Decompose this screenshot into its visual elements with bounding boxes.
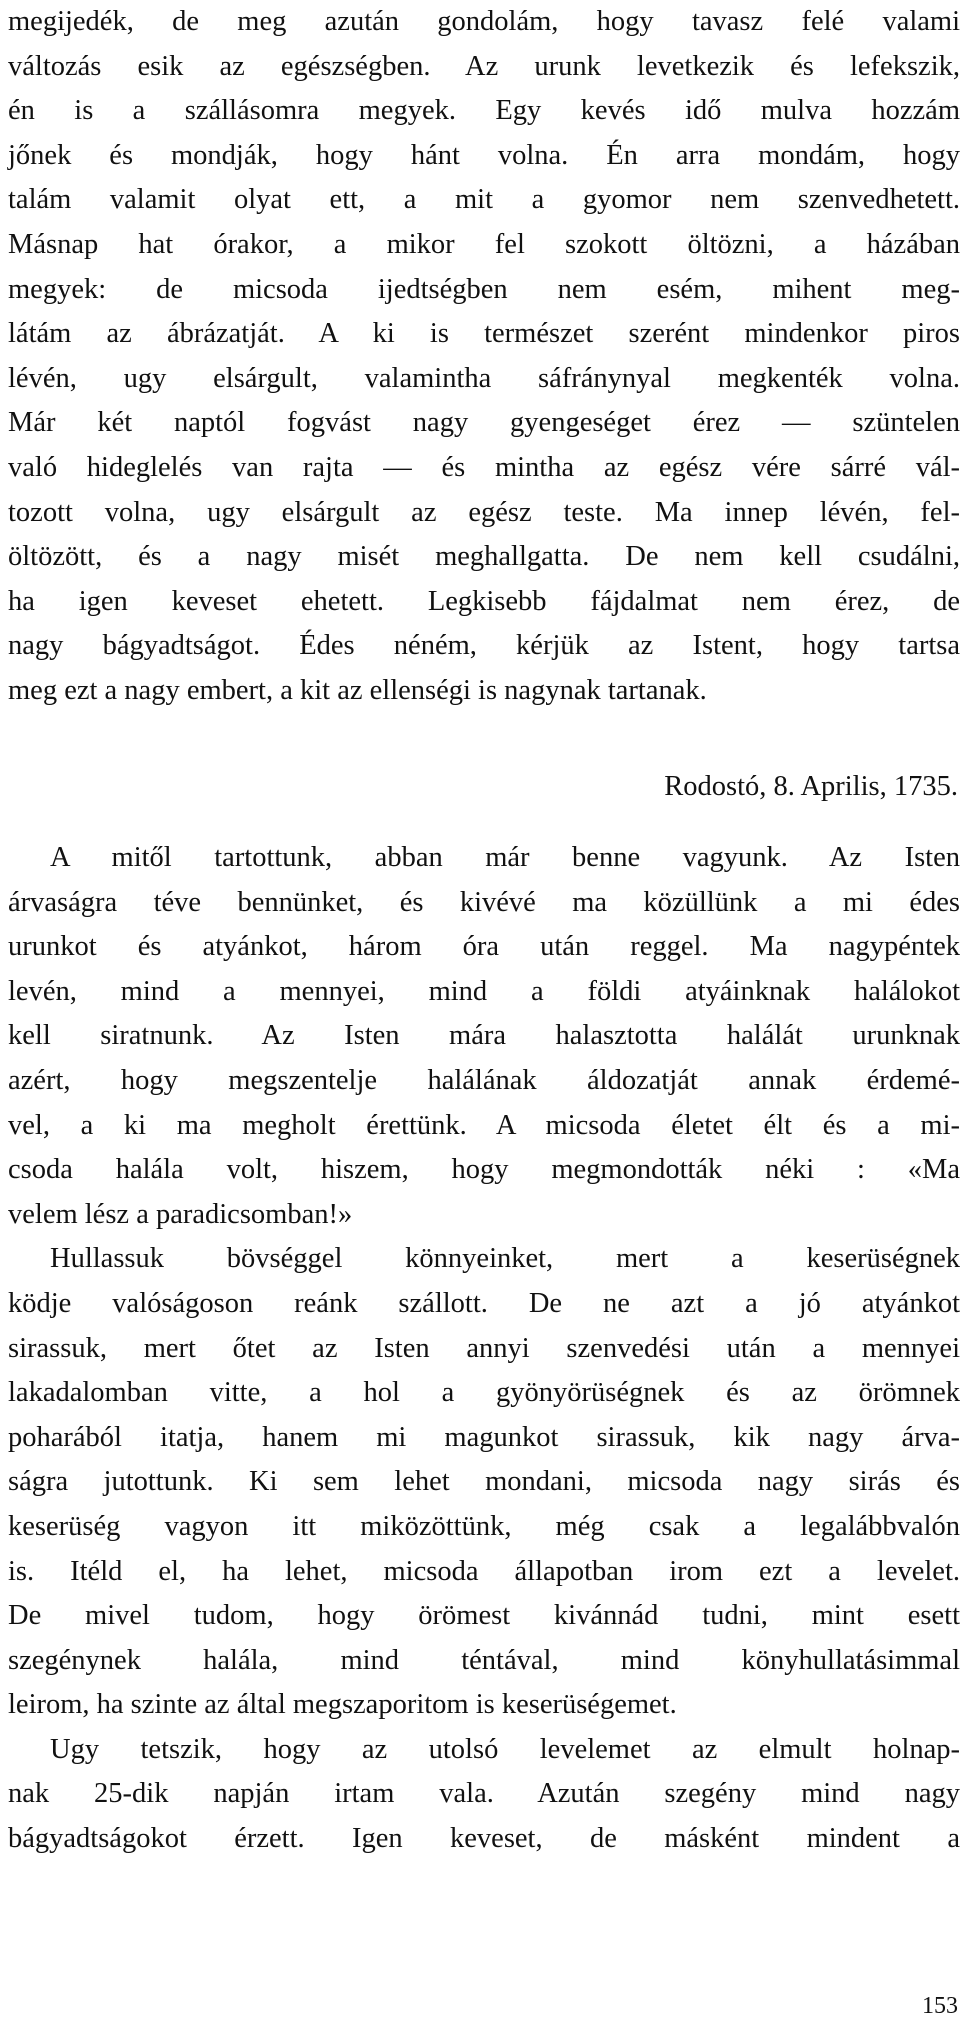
- text-line: látám az ábrázatját. A ki is természet szerént mindenkor piros: [8, 318, 960, 350]
- text-line: poharából itatja, hanem mi magunkot sirassuk, kik nagy árva-: [8, 1421, 960, 1453]
- text-line: lévén, ugy elsárgult, valamintha sáfránynyal megkenték volna.: [8, 362, 960, 394]
- text-line: keserüség vagyon itt miközöttünk, még csak a legalábbvalón: [8, 1510, 960, 1542]
- text-line: nak 25-dik napján irtam vala. Azután szegény mind nagy: [8, 1778, 960, 1810]
- text-line: talám valamit olyat ett, a mit a gyomor nem szenvedhetett.: [8, 184, 960, 216]
- text-line: öltözött, és a nagy misét meghallgatta. De nem kell csudálni,: [8, 541, 960, 573]
- text-line: kell siratnunk. Az Isten mára halasztotta halálát urunknak: [8, 1020, 960, 1052]
- text-line: meg ezt a nagy embert, a kit az ellenségi is nagynak tartanak.: [8, 674, 707, 706]
- text-line: szegénynek halála, mind téntával, mind könyhullatásimmal: [8, 1644, 960, 1676]
- text-line: A mitől tartottunk, abban már benne vagyunk. Az Isten: [50, 842, 960, 873]
- text-line: tozott volna, ugy elsárgult az egész teste. Ma innep lévén, fel-: [8, 496, 960, 528]
- text-line: én is a szállásomra megyek. Egy kevés idő mulva hozzám: [8, 95, 960, 127]
- text-line: lakadalomban vitte, a hol a gyönyörüségnek és az örömnek: [8, 1377, 960, 1409]
- text-line: ködje valóságoson reánk szállott. De ne azt a jó atyánkot: [8, 1287, 960, 1319]
- text-line: ha igen keveset ehetett. Legkisebb fájdalmat nem érez, de: [8, 585, 960, 617]
- text-line: Ugy tetszik, hogy az utolsó levelemet az elmult holnap-: [50, 1733, 960, 1765]
- text-line: Hullassuk bövséggel könnyeinket, mert a keserüségnek: [50, 1243, 960, 1275]
- text-line: vel, a ki ma megholt érettünk. A micsoda életet élt és a mi-: [8, 1109, 960, 1141]
- text-line: is. Itéld el, ha lehet, micsoda állapotban irom ezt a levelet.: [8, 1555, 960, 1587]
- text-line: csoda halála volt, hiszem, hogy megmondották néki : «Ma: [8, 1154, 960, 1186]
- text-line: megijedék, de meg azután gondolám, hogy tavasz felé valami: [8, 6, 960, 37]
- text-line: ságra jutottunk. Ki sem lehet mondani, micsoda nagy sirás és: [8, 1466, 960, 1498]
- text-line: változás esik az egészségben. Az urunk levetkezik és lefekszik,: [8, 50, 960, 82]
- text-line: Másnap hat órakor, a mikor fel szokott öltözni, a házában: [8, 228, 960, 260]
- page-number: 153: [922, 1993, 958, 2019]
- paragraph-letter-body: [8, 836, 960, 1862]
- text-line: De mivel tudom, hogy örömest kivánnád tudni, mint esett: [8, 1600, 960, 1632]
- text-line: jőnek és mondják, hogy hánt volna. Én arra mondám, hogy: [8, 139, 960, 171]
- text-line: urunkot és atyánkot, három óra után reggel. Ma nagypéntek: [8, 931, 960, 963]
- text-line: nagy bágyadtságot. Édes néném, kérjük az Istent, hogy tartsa: [8, 630, 960, 662]
- text-line: azért, hogy megszentelje halálának áldozatját annak érdemé-: [8, 1064, 960, 1096]
- text-line: bágyadtságokot érzett. Igen keveset, de másként mindent a: [8, 1823, 960, 1855]
- text-line: levén, mind a mennyei, mind a földi atyáinknak halálokot: [8, 975, 960, 1007]
- text-line: velem lész a paradicsomban!»: [8, 1198, 353, 1230]
- paragraph-letter-continuation: [8, 0, 960, 714]
- text-line: sirassuk, mert őtet az Isten annyi szenvedési után a mennyei: [8, 1332, 960, 1364]
- text-line: leirom, ha szinte az által megszaporitom is keserüségemet.: [8, 1689, 677, 1721]
- text-line: megyek: de micsoda ijedtségben nem esém, mihent meg-: [8, 273, 960, 305]
- text-line: árvaságra téve bennünket, és kivévé ma közüllünk a mi édes: [8, 886, 960, 918]
- text-line: Már két naptól fogvást nagy gyengeséget érez — szüntelen: [8, 407, 960, 439]
- letter-dateline: Rodostó, 8. Aprilis, 1735.: [664, 771, 958, 802]
- text-line: való hideglelés van rajta — és mintha az egész vére sárré vál-: [8, 451, 960, 483]
